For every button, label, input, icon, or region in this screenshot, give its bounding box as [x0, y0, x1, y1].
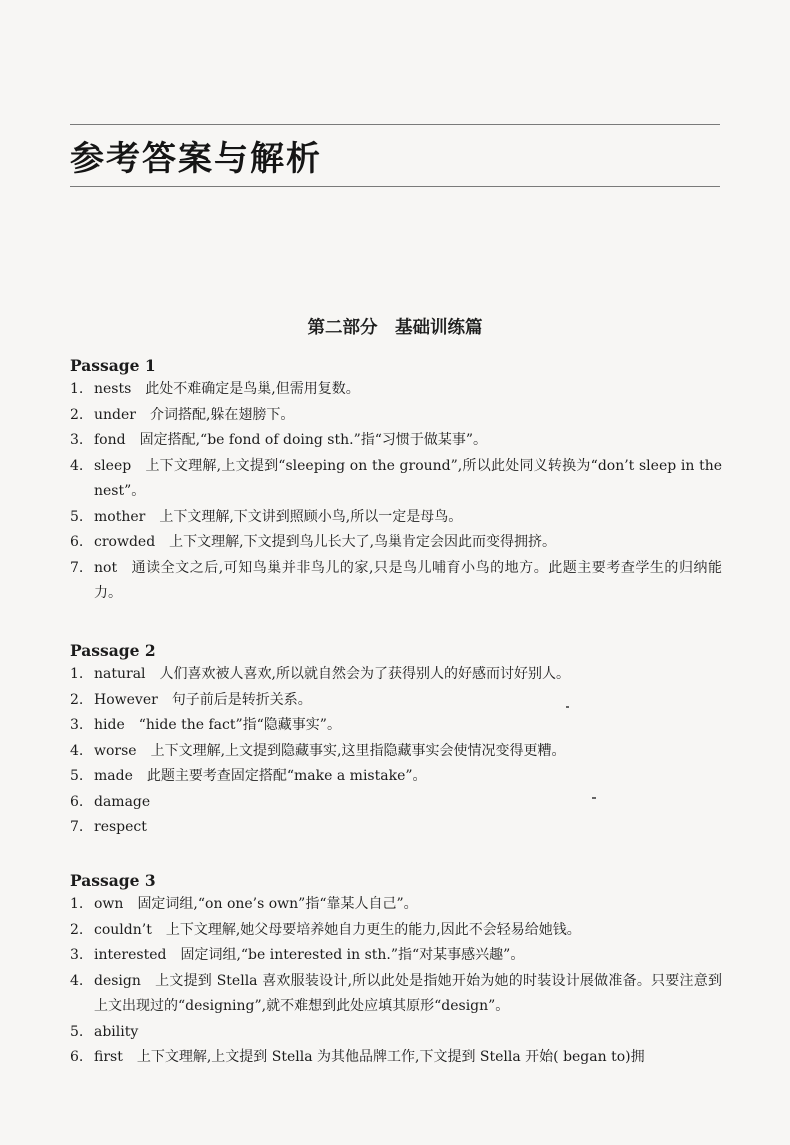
- item-number: 6.: [70, 1049, 84, 1065]
- item-explanation: 介词搭配,躲在翅膀下。: [149, 406, 295, 423]
- item-explanation: 人们喜欢被人喜欢,所以就自然会为了获得别人的好感而讨好别人。: [159, 666, 570, 682]
- passage-title: Passage 2: [70, 641, 156, 660]
- answer-item: [70, 739, 722, 765]
- item-answer: mother: [94, 508, 146, 525]
- item-number: 4.: [70, 972, 84, 989]
- passage-title: Passage 3: [70, 871, 156, 890]
- item-answer: respect: [94, 819, 147, 835]
- answer-item: [70, 1045, 722, 1071]
- item-explanation: 上下文理解,她父母要培养她自力更生的能力,因此不会轻易给她钱。: [165, 921, 581, 938]
- item-explanation: 固定搭配,“be fond of doing sth.”指“习惯于做某事”。: [139, 432, 488, 448]
- item-answer: damage: [94, 793, 151, 810]
- answer-item: [70, 1020, 722, 1046]
- answer-item: [70, 764, 722, 790]
- item-explanation: 上下文理解,下文讲到照顾小鸟,所以一定是母鸟。: [159, 508, 463, 525]
- item-explanation: 上下文理解,上文提到“sleeping on the ground”,所以此处同义转换为“don’t sleep in the nest”。: [94, 457, 722, 499]
- item-explanation: 固定词组,“on one’s own”指“靠某人自己”。: [137, 896, 418, 912]
- answer-list: [70, 377, 722, 607]
- scan-speck: [566, 706, 569, 708]
- item-answer: interested: [94, 947, 167, 963]
- item-number: 5.: [70, 1023, 84, 1040]
- item-explanation: 此题主要考查固定搭配“make a mistake”。: [146, 768, 427, 784]
- answer-item: [70, 662, 722, 688]
- answer-item: [70, 556, 722, 607]
- passage-1: [70, 355, 722, 607]
- item-explanation: 句子前后是转折关系。: [171, 691, 312, 708]
- item-number: 1.: [70, 896, 84, 912]
- item-answer: ability: [94, 1023, 139, 1040]
- item-number: 7.: [70, 819, 84, 835]
- item-number: 4.: [70, 742, 84, 759]
- answer-item: [70, 403, 722, 429]
- passage-3: [70, 870, 722, 1071]
- item-explanation: 固定词组,“be interested in sth.”指“对某事感兴趣”。: [180, 947, 525, 963]
- item-number: 1.: [70, 381, 84, 397]
- item-answer: natural: [94, 666, 146, 682]
- answer-item: [70, 790, 722, 816]
- answer-item: [70, 943, 722, 969]
- item-answer: made: [94, 768, 133, 784]
- item-answer: worse: [94, 742, 137, 759]
- section-title: 第二部分 基础训练篇: [307, 318, 483, 338]
- answer-list: [70, 662, 722, 841]
- item-explanation: 通读全文之后,可知鸟巢并非鸟儿的家,只是鸟儿哺育小鸟的地方。此题主要考查学生的归纳能力。: [94, 559, 722, 601]
- item-answer: first: [94, 1049, 123, 1065]
- item-number: 7.: [70, 559, 84, 576]
- item-explanation: “hide the fact”指“隐藏事实”。: [138, 717, 341, 733]
- item-explanation: 此处不难确定是鸟巢,但需用复数。: [145, 381, 360, 397]
- item-number: 3.: [70, 717, 84, 733]
- answer-item: [70, 530, 722, 556]
- item-number: 3.: [70, 947, 84, 963]
- item-answer: under: [94, 406, 136, 423]
- item-answer: not: [94, 559, 118, 576]
- item-number: 1.: [70, 666, 84, 682]
- item-explanation: 上下文理解,下文提到鸟儿长大了,鸟巢肯定会因此而变得拥挤。: [169, 534, 557, 550]
- page-title: 参考答案与解析: [70, 139, 322, 179]
- item-number: 2.: [70, 691, 84, 708]
- item-answer: However: [94, 691, 158, 708]
- item-answer: couldn’t: [94, 921, 152, 938]
- item-answer: sleep: [94, 457, 132, 474]
- item-answer: nests: [94, 381, 132, 397]
- item-explanation: 上下文理解,上文提到隐藏事实,这里指隐藏事实会使情况变得更糟。: [150, 742, 566, 759]
- title-top-rule: [70, 124, 720, 125]
- item-number: 5.: [70, 768, 84, 784]
- item-answer: hide: [94, 717, 125, 733]
- answer-item: [70, 815, 722, 841]
- item-number: 3.: [70, 432, 84, 448]
- answer-item: [70, 505, 722, 531]
- answer-item: [70, 428, 722, 454]
- item-answer: crowded: [94, 534, 156, 550]
- item-answer: own: [94, 896, 124, 912]
- item-number: 6.: [70, 534, 84, 550]
- item-number: 4.: [70, 457, 84, 474]
- title-bottom-rule: [70, 186, 720, 187]
- passage-title: Passage 1: [70, 356, 156, 375]
- answer-item: [70, 969, 722, 1020]
- item-explanation: 上文提到 Stella 喜欢服装设计,所以此处是指她开始为她的时装设计展做准备。只要注意到上文出现过的“designing”,就不难想到此处应填其原形“design”。: [94, 972, 722, 1014]
- item-explanation: 上下文理解,上文提到 Stella 为其他品牌工作,下文提到 Stella 开始( began to)拥: [136, 1049, 645, 1065]
- passage-2: [70, 640, 722, 841]
- item-answer: fond: [94, 432, 126, 448]
- answer-item: [70, 892, 722, 918]
- answer-item: [70, 918, 722, 944]
- scan-speck: [592, 797, 596, 799]
- item-number: 2.: [70, 406, 84, 423]
- answer-item: [70, 454, 722, 505]
- item-number: 5.: [70, 508, 84, 525]
- answer-item: [70, 713, 722, 739]
- item-answer: design: [94, 972, 141, 989]
- item-number: 6.: [70, 793, 84, 810]
- answer-list: [70, 892, 722, 1071]
- item-number: 2.: [70, 921, 84, 938]
- answer-item: [70, 688, 722, 714]
- answer-item: [70, 377, 722, 403]
